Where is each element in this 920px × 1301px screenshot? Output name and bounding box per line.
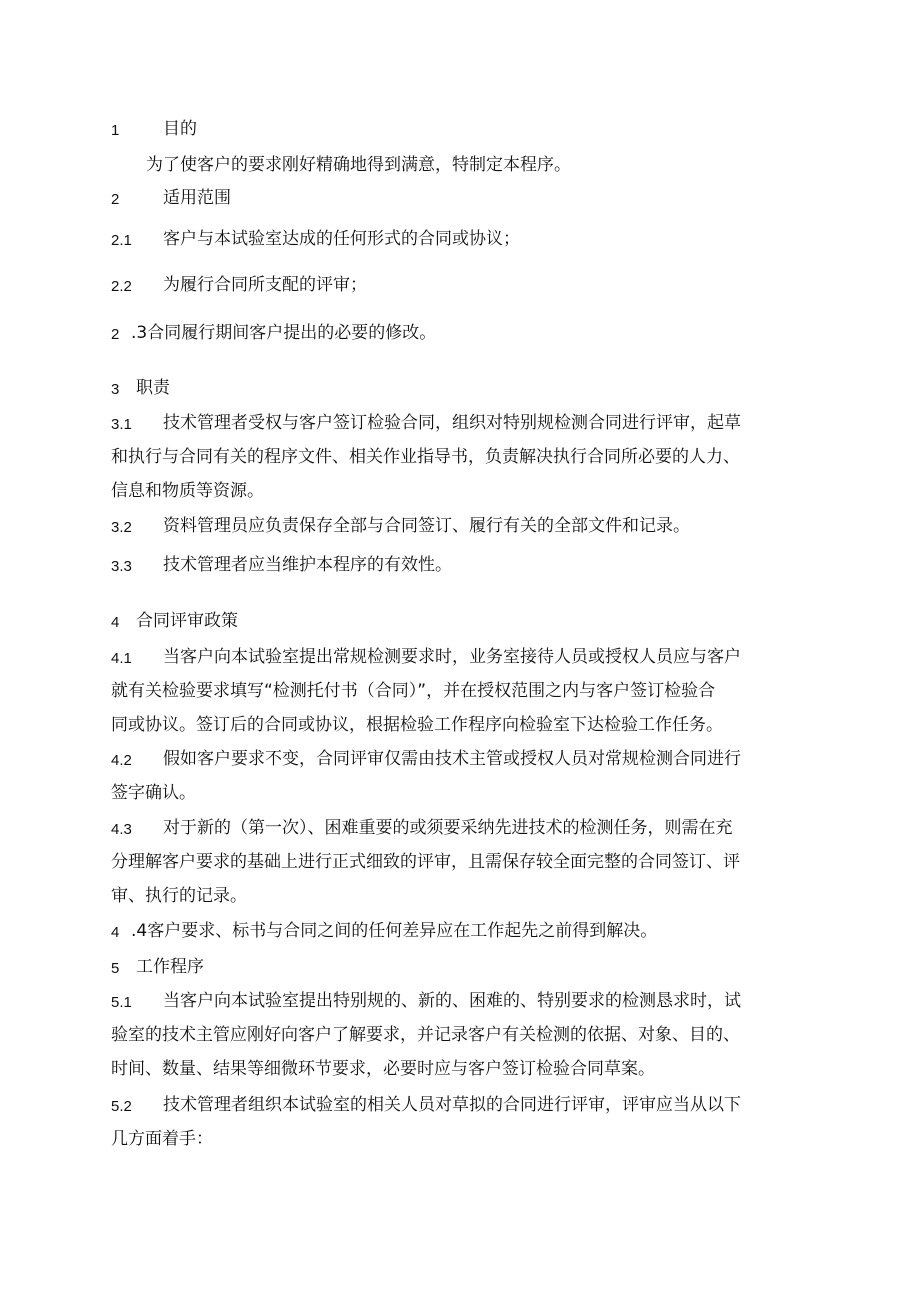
clause-line: 信息和物质等资源。 <box>111 481 264 501</box>
clause-text: .3合同履行期间客户提出的必要的修改。 <box>131 323 437 343</box>
clause-number: 3.3 <box>111 558 132 575</box>
section-title: 合同评审政策 <box>136 611 238 631</box>
clause-number: 3.1 <box>111 416 132 433</box>
clause-line: 签字确认。 <box>111 783 196 803</box>
clause-text: 为履行合同所支配的评审； <box>163 275 367 295</box>
clause-line: 同或协议。签订后的合同或协议，根据检验工作程序向检验室下达检验工作任务。 <box>111 715 723 735</box>
clause-number: 2 <box>111 326 120 343</box>
clause-text: 技术管理者应当维护本程序的有效性。 <box>163 555 452 575</box>
clause-number: 4.3 <box>111 821 132 838</box>
clause-line: 审、执行的记录。 <box>111 886 247 906</box>
clause-line: 验室的技术主管应刚好向客户了解要求，并记录客户有关检测的依据、对象、目的、 <box>111 1025 740 1045</box>
paragraph-text: 为了使客户的要求刚好精确地得到满意，特制定本程序。 <box>146 155 571 175</box>
clause-number: 4.1 <box>111 650 132 667</box>
section-number: 1 <box>111 122 120 139</box>
section-title: 目的 <box>163 119 197 139</box>
clause-line: 时间、数量、结果等细微环节要求，必要时应与客户签订检验合同草案。 <box>111 1059 655 1079</box>
clause-number: 4 <box>111 924 120 941</box>
clause-number: 5.1 <box>111 994 132 1011</box>
section-title: 职责 <box>136 378 170 398</box>
clause-line: 几方面着手： <box>111 1129 213 1149</box>
section-number: 3 <box>111 381 120 398</box>
clause-line: 当客户向本试验室提出常规检测要求时，业务室接待人员或授权人员应与客户 <box>163 647 741 667</box>
clause-line: 就有关检验要求填写“检测托付书（合同）”，并在授权范围之内与客户签订检验合 <box>111 681 716 701</box>
clause-number: 2.1 <box>111 232 132 249</box>
clause-text: 资料管理员应负责保存全部与合同签订、履行有关的全部文件和记录。 <box>163 516 690 536</box>
clause-text: 客户与本试验室达成的任何形式的合同或协议； <box>163 229 520 249</box>
clause-line: 分理解客户要求的基础上进行正式细致的评审，且需保存较全面完整的合同签订、评 <box>111 852 740 872</box>
section-number: 2 <box>111 191 120 208</box>
section-title: 适用范围 <box>163 188 231 208</box>
clause-text: .4客户要求、标书与合同之间的任何差异应在工作起先之前得到解决。 <box>131 921 658 941</box>
clause-line: 当客户向本试验室提出特别规的、新的、困难的、特别要求的检测恳求时，试 <box>163 991 741 1011</box>
clause-number: 3.2 <box>111 519 132 536</box>
clause-line: 和执行与合同有关的程序文件、相关作业指导书，负责解决执行合同所必要的人力、 <box>111 447 740 467</box>
clause-line: 假如客户要求不变，合同评审仅需由技术主管或授权人员对常规检测合同进行 <box>163 749 741 769</box>
clause-line: 对于新的（第一次）、困难重要的或须要采纳先进技术的检测任务，则需在充 <box>163 818 733 838</box>
clause-number: 2.2 <box>111 278 132 295</box>
clause-number: 4.2 <box>111 752 132 769</box>
clause-line: 技术管理者受权与客户签订检验合同，组织对特别规检测合同进行评审，起草 <box>163 413 741 433</box>
section-number: 5 <box>111 960 120 977</box>
section-title: 工作程序 <box>136 957 204 977</box>
clause-line: 技术管理者组织本试验室的相关人员对草拟的合同进行评审，评审应当从以下 <box>163 1095 741 1115</box>
clause-number: 5.2 <box>111 1098 132 1115</box>
section-number: 4 <box>111 614 120 631</box>
